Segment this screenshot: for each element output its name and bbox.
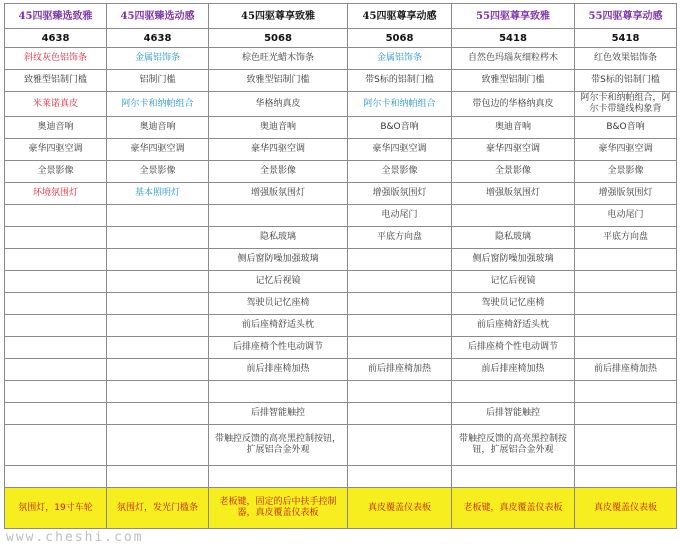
feature-cell: 记忆后视镜 bbox=[452, 271, 575, 293]
feature-cell: 增强版氛围灯 bbox=[348, 183, 452, 205]
feature-cell bbox=[5, 337, 107, 359]
feature-cell: 前后座椅舒适头枕 bbox=[209, 315, 348, 337]
feature-cell bbox=[452, 466, 575, 488]
feature-row bbox=[5, 403, 677, 425]
feature-cell: 带S标的铝制门槛 bbox=[348, 70, 452, 92]
feature-cell bbox=[452, 205, 575, 227]
feature-cell: 豪华四驱空调 bbox=[5, 139, 107, 161]
feature-cell bbox=[348, 337, 452, 359]
feature-cell bbox=[107, 337, 209, 359]
feature-cell: 全景影像 bbox=[107, 161, 209, 183]
feature-cell: 基本照明灯 bbox=[107, 183, 209, 205]
feature-cell bbox=[209, 466, 348, 488]
feature-row bbox=[5, 227, 677, 249]
feature-cell bbox=[107, 249, 209, 271]
feature-cell bbox=[575, 271, 677, 293]
feature-cell: 阿尔卡和纳帕组合 bbox=[348, 92, 452, 117]
feature-cell: 豪华四驱空调 bbox=[107, 139, 209, 161]
feature-cell: 后排座椅个性电动调节 bbox=[452, 337, 575, 359]
feature-row bbox=[5, 183, 677, 205]
feature-cell: 全景影像 bbox=[348, 161, 452, 183]
feature-cell: 豪华四驱空调 bbox=[452, 139, 575, 161]
feature-row bbox=[5, 466, 677, 488]
feature-cell bbox=[575, 425, 677, 466]
feature-cell: 致雅型铝制门槛 bbox=[5, 70, 107, 92]
feature-cell: 带触控反馈的高亮黑控制按钮，扩展铝合金外观 bbox=[452, 425, 575, 466]
feature-cell bbox=[348, 381, 452, 403]
feature-cell bbox=[5, 227, 107, 249]
feature-cell: 电动尾门 bbox=[575, 205, 677, 227]
feature-cell: 米莱诺真皮 bbox=[5, 92, 107, 117]
feature-cell: 侧后窗防噪加强玻璃 bbox=[452, 249, 575, 271]
feature-cell bbox=[107, 227, 209, 249]
feature-cell bbox=[452, 381, 575, 403]
feature-cell: 隐私玻璃 bbox=[452, 227, 575, 249]
feature-cell: 隐私玻璃 bbox=[209, 227, 348, 249]
header-row bbox=[5, 4, 677, 29]
feature-cell: 阿尔卡和纳帕组合 bbox=[107, 92, 209, 117]
feature-cell: B&O音响 bbox=[348, 117, 452, 139]
feature-row bbox=[5, 161, 677, 183]
feature-cell: 增强版氛围灯 bbox=[575, 183, 677, 205]
feature-cell bbox=[348, 293, 452, 315]
feature-row bbox=[5, 48, 677, 70]
feature-cell: 全景影像 bbox=[209, 161, 348, 183]
feature-cell bbox=[348, 466, 452, 488]
feature-cell bbox=[5, 381, 107, 403]
feature-cell: 前后排座椅加热 bbox=[575, 359, 677, 381]
feature-cell: 全景影像 bbox=[575, 161, 677, 183]
trim-header: 55四驱尊享致雅 bbox=[452, 4, 575, 29]
feature-cell bbox=[107, 466, 209, 488]
feature-cell: 豪华四驱空调 bbox=[209, 139, 348, 161]
feature-cell bbox=[107, 425, 209, 466]
feature-cell: 平底方向盘 bbox=[575, 227, 677, 249]
feature-cell bbox=[107, 271, 209, 293]
feature-cell bbox=[575, 293, 677, 315]
highlight-cell: 老板键，固定的后中扶手控制器，真皮覆盖仪表板 bbox=[209, 488, 348, 529]
feature-row bbox=[5, 337, 677, 359]
feature-cell bbox=[575, 337, 677, 359]
feature-cell: 华格纳真皮 bbox=[209, 92, 348, 117]
feature-cell bbox=[107, 293, 209, 315]
feature-cell bbox=[5, 403, 107, 425]
feature-cell: 奥迪音响 bbox=[452, 117, 575, 139]
feature-row bbox=[5, 381, 677, 403]
feature-cell bbox=[575, 249, 677, 271]
feature-cell: 铝制门槛 bbox=[107, 70, 209, 92]
feature-cell: 金属铝饰条 bbox=[348, 48, 452, 70]
feature-row bbox=[5, 249, 677, 271]
feature-cell: 红色效果铝饰条 bbox=[575, 48, 677, 70]
feature-cell: 带包边的华格纳真皮 bbox=[452, 92, 575, 117]
trim-header: 45四驱尊享动感 bbox=[348, 4, 452, 29]
feature-cell: 增强版氛围灯 bbox=[452, 183, 575, 205]
feature-cell: 斜纹灰色铝饰条 bbox=[5, 48, 107, 70]
feature-cell: 后排座椅个性电动调节 bbox=[209, 337, 348, 359]
price-cell: 5418 bbox=[452, 29, 575, 48]
feature-cell: 全景影像 bbox=[452, 161, 575, 183]
highlight-cell: 氛围灯，发光门槛条 bbox=[107, 488, 209, 529]
feature-cell: 全景影像 bbox=[5, 161, 107, 183]
highlight-row bbox=[5, 488, 677, 529]
feature-cell bbox=[5, 425, 107, 466]
feature-cell: 自然色玛瑙灰细粒梣木 bbox=[452, 48, 575, 70]
feature-row bbox=[5, 92, 677, 117]
highlight-cell: 老板键，真皮覆盖仪表板 bbox=[452, 488, 575, 529]
highlight-cell: 真皮覆盖仪表板 bbox=[348, 488, 452, 529]
feature-cell bbox=[5, 466, 107, 488]
feature-cell: 侧后窗防噪加强玻璃 bbox=[209, 249, 348, 271]
feature-cell bbox=[348, 315, 452, 337]
feature-cell bbox=[5, 271, 107, 293]
feature-cell bbox=[209, 205, 348, 227]
feature-cell bbox=[107, 359, 209, 381]
trim-comparison-table bbox=[4, 3, 677, 529]
highlight-cell: 真皮覆盖仪表板 bbox=[575, 488, 677, 529]
feature-cell: 后排智能触控 bbox=[209, 403, 348, 425]
feature-cell bbox=[107, 381, 209, 403]
trim-header: 45四驱臻选动感 bbox=[107, 4, 209, 29]
feature-cell: 致雅型铝制门槛 bbox=[452, 70, 575, 92]
feature-row bbox=[5, 205, 677, 227]
feature-cell: 前后座椅舒适头枕 bbox=[452, 315, 575, 337]
feature-cell bbox=[575, 466, 677, 488]
feature-cell: 前后排座椅加热 bbox=[209, 359, 348, 381]
feature-cell bbox=[107, 315, 209, 337]
feature-cell: 驾驶员记忆座椅 bbox=[209, 293, 348, 315]
feature-row bbox=[5, 139, 677, 161]
feature-cell bbox=[5, 249, 107, 271]
feature-cell: 奥迪音响 bbox=[5, 117, 107, 139]
feature-cell: 驾驶员记忆座椅 bbox=[452, 293, 575, 315]
feature-cell: 阿尔卡和纳帕组合，阿尔卡带缝线构象背 bbox=[575, 92, 677, 117]
feature-cell: 记忆后视镜 bbox=[209, 271, 348, 293]
trim-header: 55四驱尊享动感 bbox=[575, 4, 677, 29]
watermark-text: www.cheshi.com bbox=[6, 530, 144, 545]
feature-row bbox=[5, 425, 677, 466]
price-row bbox=[5, 29, 677, 48]
price-cell: 5418 bbox=[575, 29, 677, 48]
feature-cell bbox=[575, 403, 677, 425]
feature-cell bbox=[107, 403, 209, 425]
feature-cell: 奥迪音响 bbox=[209, 117, 348, 139]
feature-cell: 前后排座椅加热 bbox=[348, 359, 452, 381]
feature-row bbox=[5, 70, 677, 92]
feature-cell bbox=[575, 315, 677, 337]
feature-cell bbox=[5, 293, 107, 315]
feature-cell: 豪华四驱空调 bbox=[348, 139, 452, 161]
feature-cell: 带触控反馈的高亮黑控制按钮，扩展铝合金外观 bbox=[209, 425, 348, 466]
price-cell: 5068 bbox=[348, 29, 452, 48]
feature-cell: 豪华四驱空调 bbox=[575, 139, 677, 161]
feature-row bbox=[5, 117, 677, 139]
feature-cell: 奥迪音响 bbox=[107, 117, 209, 139]
feature-cell: 环境氛围灯 bbox=[5, 183, 107, 205]
feature-cell bbox=[575, 381, 677, 403]
feature-cell: 棕色旺光蜡木饰条 bbox=[209, 48, 348, 70]
feature-cell bbox=[348, 249, 452, 271]
feature-cell: 后排智能触控 bbox=[452, 403, 575, 425]
price-cell: 5068 bbox=[209, 29, 348, 48]
feature-cell: 金属铝饰条 bbox=[107, 48, 209, 70]
comparison-table-wrapper bbox=[4, 3, 676, 529]
feature-cell: 增强版氛围灯 bbox=[209, 183, 348, 205]
feature-cell bbox=[5, 315, 107, 337]
feature-cell bbox=[5, 359, 107, 381]
highlight-cell: 氛围灯，19寸车轮 bbox=[5, 488, 107, 529]
feature-cell: 前后排座椅加热 bbox=[452, 359, 575, 381]
feature-cell bbox=[5, 205, 107, 227]
feature-cell: 平底方向盘 bbox=[348, 227, 452, 249]
feature-row bbox=[5, 359, 677, 381]
feature-cell: B&O音响 bbox=[575, 117, 677, 139]
feature-cell bbox=[348, 271, 452, 293]
feature-row bbox=[5, 271, 677, 293]
feature-cell: 致雅型铝制门槛 bbox=[209, 70, 348, 92]
feature-row bbox=[5, 293, 677, 315]
feature-cell bbox=[348, 425, 452, 466]
price-cell: 4638 bbox=[5, 29, 107, 48]
feature-cell bbox=[107, 205, 209, 227]
feature-row bbox=[5, 315, 677, 337]
feature-cell: 电动尾门 bbox=[348, 205, 452, 227]
feature-cell bbox=[209, 381, 348, 403]
trim-header: 45四驱臻选致雅 bbox=[5, 4, 107, 29]
feature-cell: 带S标的铝制门槛 bbox=[575, 70, 677, 92]
trim-header: 45四驱尊享致雅 bbox=[209, 4, 348, 29]
feature-cell bbox=[348, 403, 452, 425]
price-cell: 4638 bbox=[107, 29, 209, 48]
